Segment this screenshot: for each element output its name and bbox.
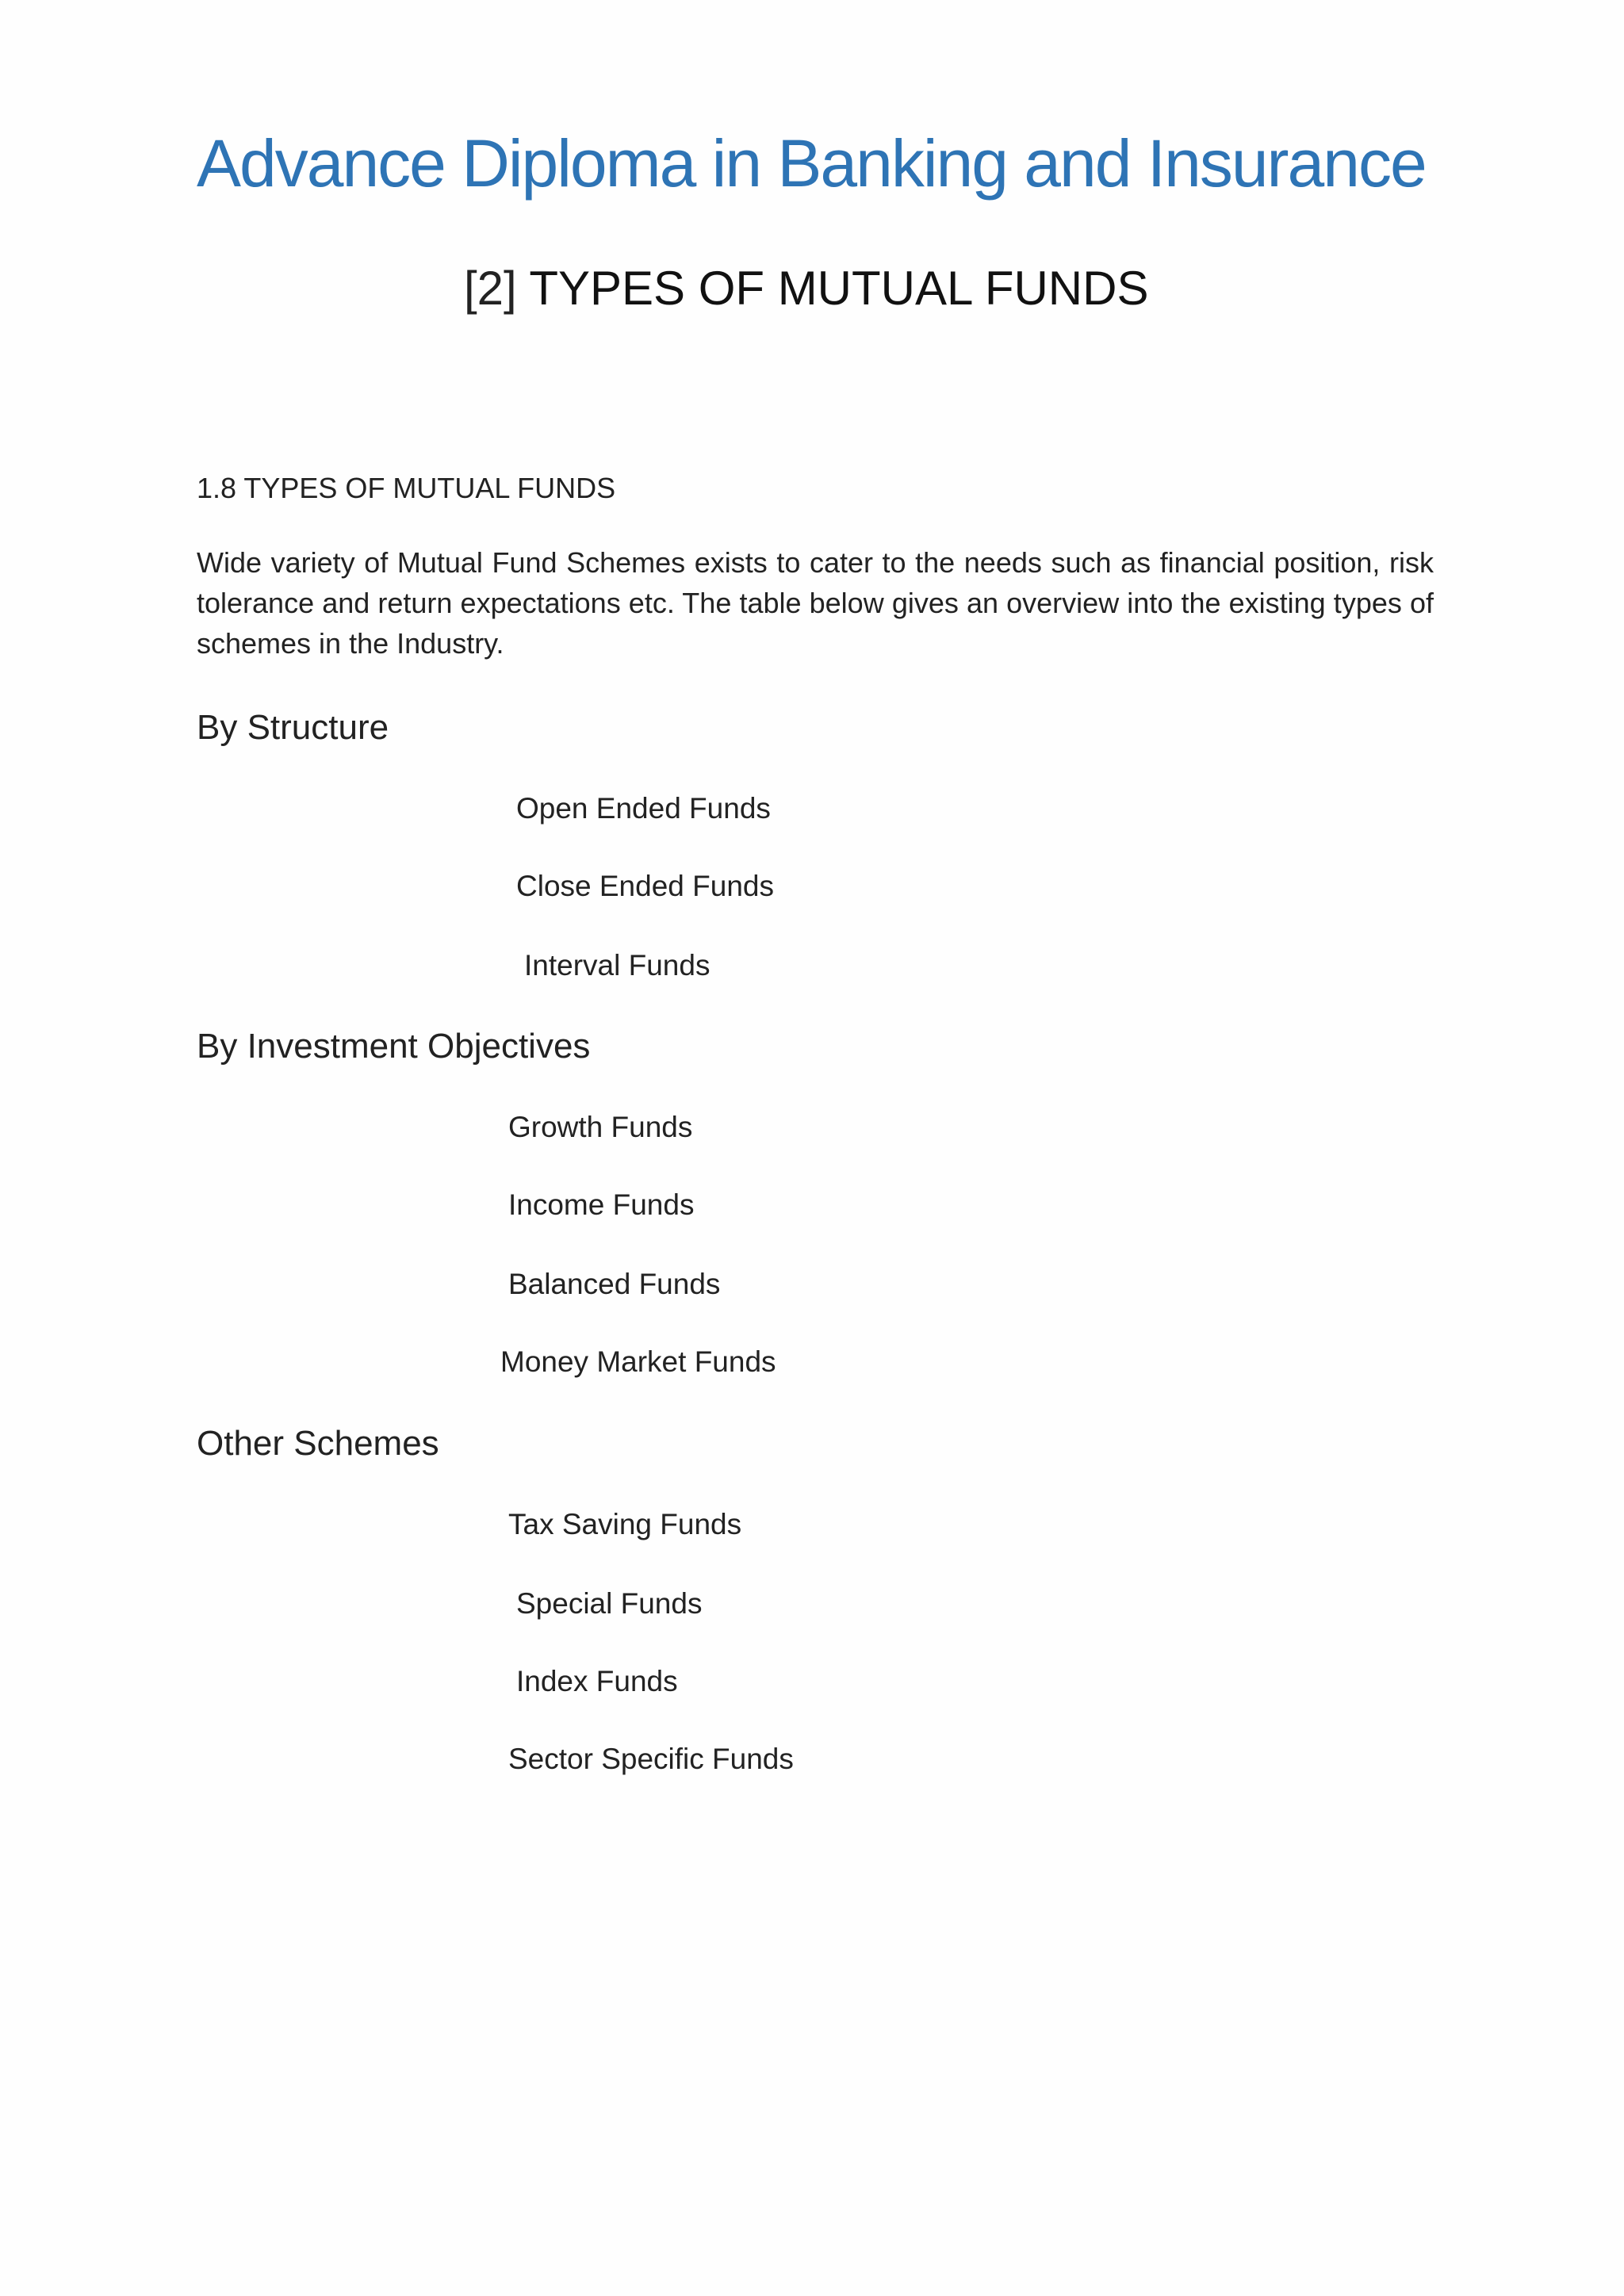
fund-item: Tax Saving Funds — [508, 1508, 742, 1540]
fund-item: Open Ended Funds — [516, 792, 771, 825]
group-heading-investment-objectives: By Investment Objectives — [197, 1027, 591, 1066]
fund-item: Special Funds — [516, 1587, 703, 1620]
chapter-number: [2] — [464, 262, 517, 315]
intro-paragraph: Wide variety of Mutual Fund Schemes exists to cater to the needs such as financial position, risk tolerance and return expectations etc. The table below gives an overview into the existing types of schemes in the Industry. — [197, 546, 1434, 660]
fund-item: Money Market Funds — [500, 1345, 776, 1378]
section-heading: 1.8 TYPES OF MUTUAL FUNDS — [197, 472, 616, 504]
group-heading-structure: By Structure — [197, 708, 389, 747]
chapter-heading — [464, 260, 1148, 317]
fund-item: Income Funds — [508, 1188, 695, 1221]
fund-item: Close Ended Funds — [516, 870, 774, 902]
fund-item: Interval Funds — [524, 949, 710, 982]
chapter-title: TYPES OF MUTUAL FUNDS — [529, 262, 1149, 315]
fund-item: Growth Funds — [508, 1111, 693, 1143]
group-heading-other-schemes: Other Schemes — [197, 1424, 439, 1463]
fund-item: Index Funds — [516, 1665, 678, 1697]
fund-item: Balanced Funds — [508, 1268, 721, 1300]
course-title: Advance Diploma in Banking and Insurance — [197, 126, 1426, 201]
fund-item: Sector Specific Funds — [508, 1743, 794, 1775]
